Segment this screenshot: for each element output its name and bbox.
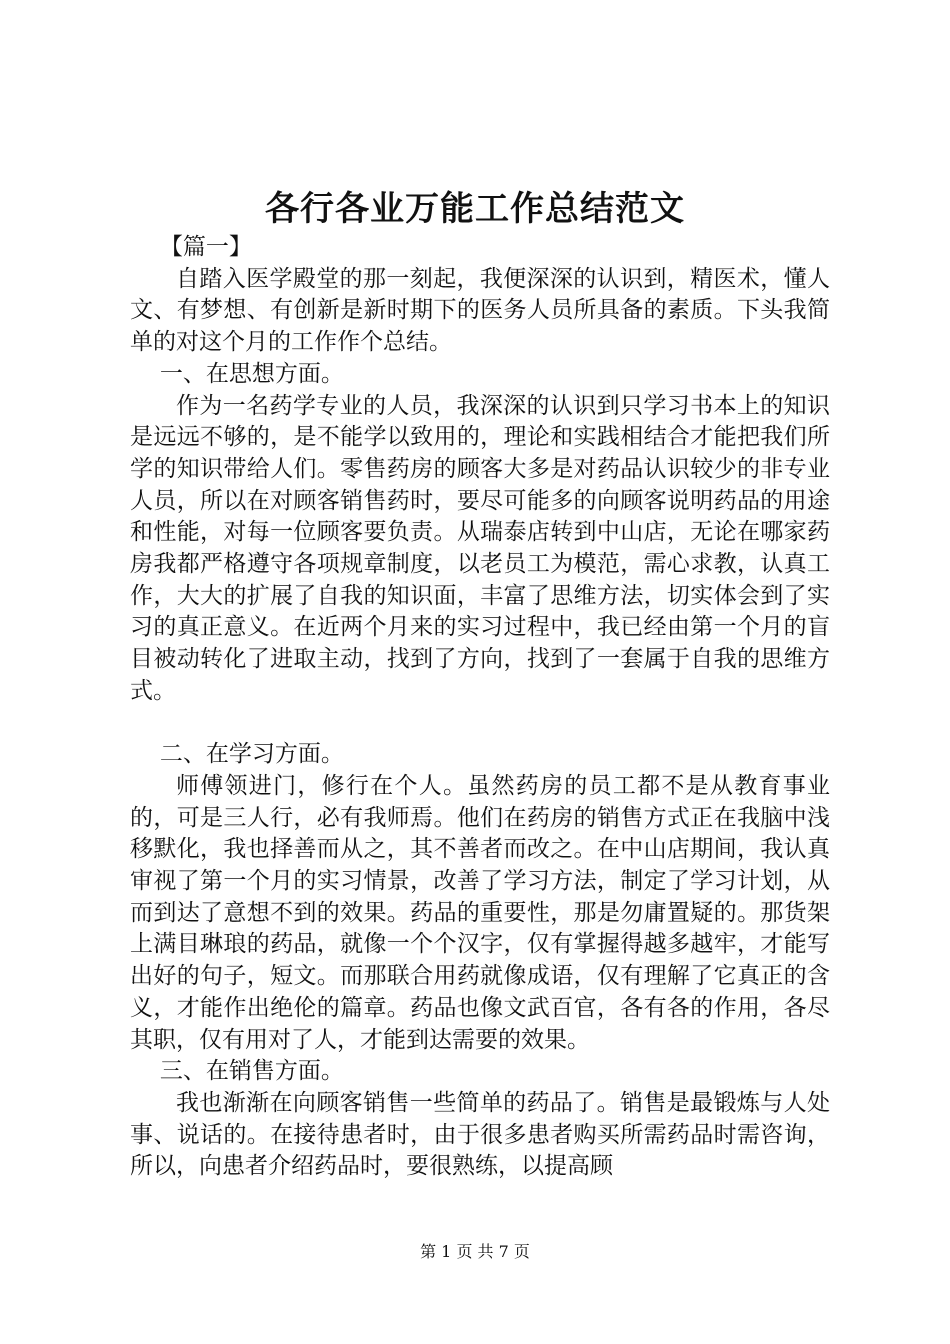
heading-thought: 一、在思想方面。 [159, 360, 344, 387]
heading-sales: 三、在销售方面。 [159, 1058, 344, 1085]
document-body [130, 232, 830, 1183]
paragraph-thought: 作为一名药学专业的人员，我深深的认识到只学习书本上的知识是远远不够的，是不能学以致用的，理论和实践相结合才能把我们所学的知识带给人们。零售药房的顾客大多是对药品认识较少的非专业人员，所以在对顾客销售药时，要尽可能多的向顾客说明药品的用途和性能，对每一位顾客要负责。从瑞泰店转到中山店，无论在哪家药房我都严格遵守各项规章制度，以老员工为模范，需心求教，认真工作，大大的扩展了自我的知识面，丰富了思维方法，切实体会到了实习的真正意义。在近两个月来的实习过程中，我已经由第一个月的盲目被动转化了进取主动，找到了方向，找到了一套属于自我的思维方式。 [130, 392, 830, 704]
section-label: 【篇一】 [159, 234, 252, 260]
paragraph-intro: 自踏入医学殿堂的那一刻起，我便深深的认识到，精医术，懂人文、有梦想、有创新是新时期下的医务人员所具备的素质。下头我简单的对这个月的工作作个总结。 [130, 265, 830, 356]
paragraph-sales: 我也渐渐在向顾客销售一些简单的药品了。销售是最锻炼与人处事、说话的。在接待患者时，由于很多患者购买所需药品时需咨询，所以，向患者介绍药品时，要很熟练，以提高顾 [130, 1089, 830, 1180]
blank-line [130, 708, 830, 740]
document-title: 各行各业万能工作总结范文 [265, 189, 685, 229]
page-footer: 第 1 页 共 7 页 [420, 1242, 530, 1261]
heading-study: 二、在学习方面。 [159, 741, 344, 768]
paragraph-study: 师傅领进门，修行在个人。虽然药房的员工都不是从教育事业的，可是三人行，必有我师焉。他们在药房的销售方式正在我脑中浅移默化，我也择善而从之，其不善者而改之。在中山店期间，我认真审视了第一个月的实习情景，改善了学习方法，制定了学习计划，从而到达了意想不到的效果。药品的重要性，那是勿庸置疑的。那货架上满目琳琅的药品，就像一个个汉字，仅有掌握得越多越牢，才能写出好的句子，短文。而那联合用药就像成语，仅有理解了它真正的含义，才能作出绝伦的篇章。药品也像文武百官，各有各的作用，各尽其职，仅有用对了人，才能到达需要的效果。 [130, 772, 830, 1053]
